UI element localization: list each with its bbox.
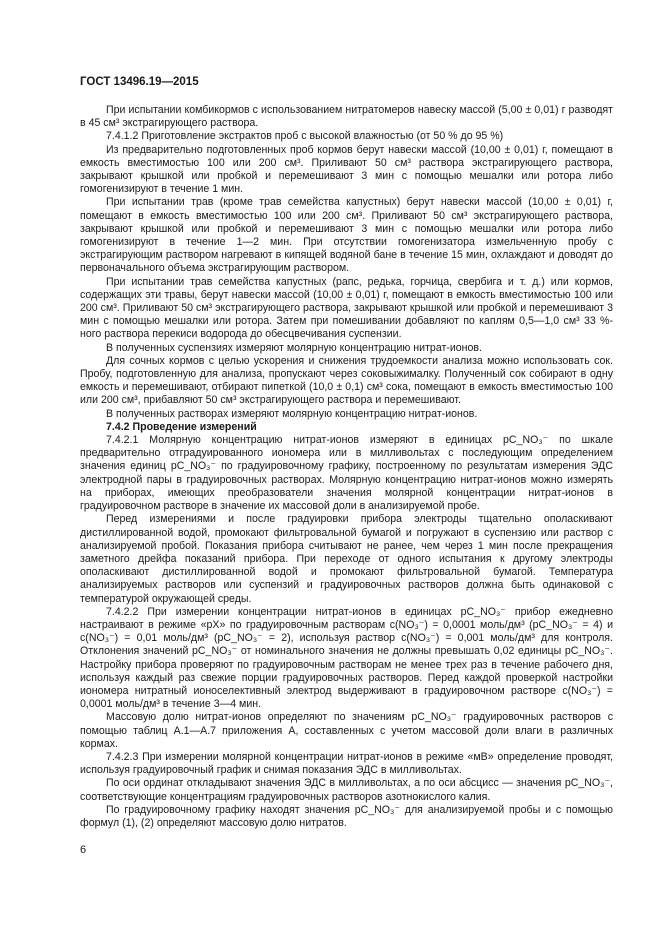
paragraph: При испытании трав семейства капустных (рапс, редька, горчица, свербига и т. д.) или кормов, содержащих эти травы, берут навески массой (10,00 ± 0,01) г, помещают в емкость вместимостью 100 или 200 см³. Приливают 50 см³ экстрагирующего раствора, закрывают крышкой или пробкой и перемешивают 3 мин с помощью мешалки или ротора. Затем при помешивании добавляют по каплям 0,5—1,0 см³ 33 %-ного раствора перекиси водорода до обесцвечивания суспензии. [80, 275, 613, 341]
paragraph: В полученных суспензиях измеряют молярную концентрацию нитрат-ионов. [106, 341, 482, 354]
paragraph: Перед измерениями и после градуировки прибора электроды тщательно ополаскивают дистиллированной водой, промокают фильтровальной бумагой и погружают в суспензию или раствор с анализируемой пробой. Показания прибора считывают не ранее, чем через 1 мин после прекращения заметного дрейфа показаний прибора. При переходе от одного испытания к другому электроды ополаскивают дистиллированной водой и промокают фильтровальной бумагой. Температура анализируемых растворов или суспензий и градуировочных растворов должна быть одинаковой с температурой окружающей среды. [80, 513, 613, 605]
paragraph: 7.4.2.3 При измерении молярной концентрации нитрат-ионов в режиме «мВ» определение проводят, используя градуировочный график и снимая показания ЭДС в милливольтах. [80, 750, 613, 777]
paragraph: По градуировочному графику находят значения pC_NO₃⁻ для анализируемой пробы и с помощью формул (1), (2) определяют массовую долю нитратов. [80, 803, 613, 829]
page-number: 6 [80, 844, 87, 856]
paragraph: По оси ординат откладывают значения ЭДС в милливольтах, а по оси абсцисс — значения pC_NO₃⁻, соответствующие концентрациям градуировочных растворов азотнокислого калия. [80, 777, 613, 803]
paragraph: При испытании трав (кроме трав семейства капустных) берут навески массой (10,00 ± 0,01) г, помещают в емкость вместимостью 100 или 200 см³. Приливают 50 см³ экстрагирующего раствора, закрывают крышкой или пробкой и перемешивают 3 мин с помощью мешалки или ротора либо гомогенизируют в течение 1—2 мин. При отсутствии гомогенизатора измельченную пробу с экстрагирующим раствором нагревают в кипящей водяной бане в течение 15 мин, охлаждают и доводят до первоначального объема экстрагирующим раствором. [80, 196, 613, 275]
section-heading: 7.4.2 Проведение измерений [106, 420, 257, 433]
document-body [80, 104, 613, 830]
paragraph: Массовую долю нитрат-ионов определяют по значениям pC_NO₃⁻ градуировочных растворов с помощью таблиц А.1—А.7 приложения А, составленных с учетом массовой доли влаги в различных кормах. [80, 711, 613, 750]
paragraph: 7.4.2.2 При измерении концентрации нитрат-ионов в единицах pC_NO₃⁻ прибор ежедневно настраивают в режиме «pX» по градуировочным растворам c(NO₃⁻) = 0,0001 моль/дм³ (pC_NO₃⁻ = 4) и c(NO₃⁻) = 0,01 моль/дм³ (pC_NO₃⁻ = 2), используя раствор c(NO₃⁻) = 0,001 моль/дм³ для контроля. Отклонения значений pC_NO₃⁻ от номинального значения не должны превышать 0,02 единицы pC_NO₃⁻. Настройку прибора проверяют по градуировочным растворам не менее трех раз в течение рабочего дня, используя каждый раз свежие порции градуировочных растворов. Перед каждой проверкой настройки иономера нитратный ионоселективный электрод выдерживают в градуировочном растворе c(NO₃⁻) = 0,0001 моль/дм³ в течение 3—4 мин. [80, 605, 613, 711]
paragraph: Для сочных кормов с целью ускорения и снижения трудоемкости анализа можно использовать сок. Пробу, подготовленную для анализа, пропускают через соковыжималку. Полученный сок собирают в одну емкость и перемешивают, отбирают пипеткой (10,0 ± 0,1) см³ сока, помещают в емкость вместимостью 100 или 200 см³, прибавляют 50 см³ экстрагирующего раствора и перемешивают. [80, 354, 613, 407]
document-header: ГОСТ 13496.19—2015 [80, 76, 199, 88]
paragraph: 7.4.2.1 Молярную концентрацию нитрат-ионов измеряют в единицах pC_NO₃⁻ по шкале предварительно отградуированного иономера или в милливольтах с последующим определением значения единиц pC_NO₃⁻ по градуировочному графику, построенному по результатам измерения ЭДС электродной пары в градуировочных растворах. Молярную концентрацию нитрат-ионов можно измерять на приборах, имеющих преобразователи значения молярной концентрации нитрат-ионов в градуировочном растворе в значение их массовой доли в анализируемой пробе. [80, 434, 613, 513]
paragraph: В полученных растворах измеряют молярную концентрацию нитрат-ионов. [106, 407, 478, 420]
section-heading: 7.4.1.2 Приготовление экстрактов проб с высокой влажностью (от 50 % до 95 %) [106, 130, 504, 143]
paragraph: При испытании комбикормов с использованием нитратомеров навеску массой (5,00 ± 0,01) г разводят в 45 см³ экстрагирующего раствора. [80, 104, 613, 130]
paragraph: Из предварительно подготовленных проб кормов берут навески массой (10,00 ± 0,01) г, помещают в емкость вместимостью 100 или 200 см³. Приливают 50 см³ раствора экстрагирующего раствора, закрывают крышкой или пробкой и перемешивают 3 мин с помощью мешалки или ротора либо гомогенизируют в течение 1 мин. [80, 143, 613, 196]
